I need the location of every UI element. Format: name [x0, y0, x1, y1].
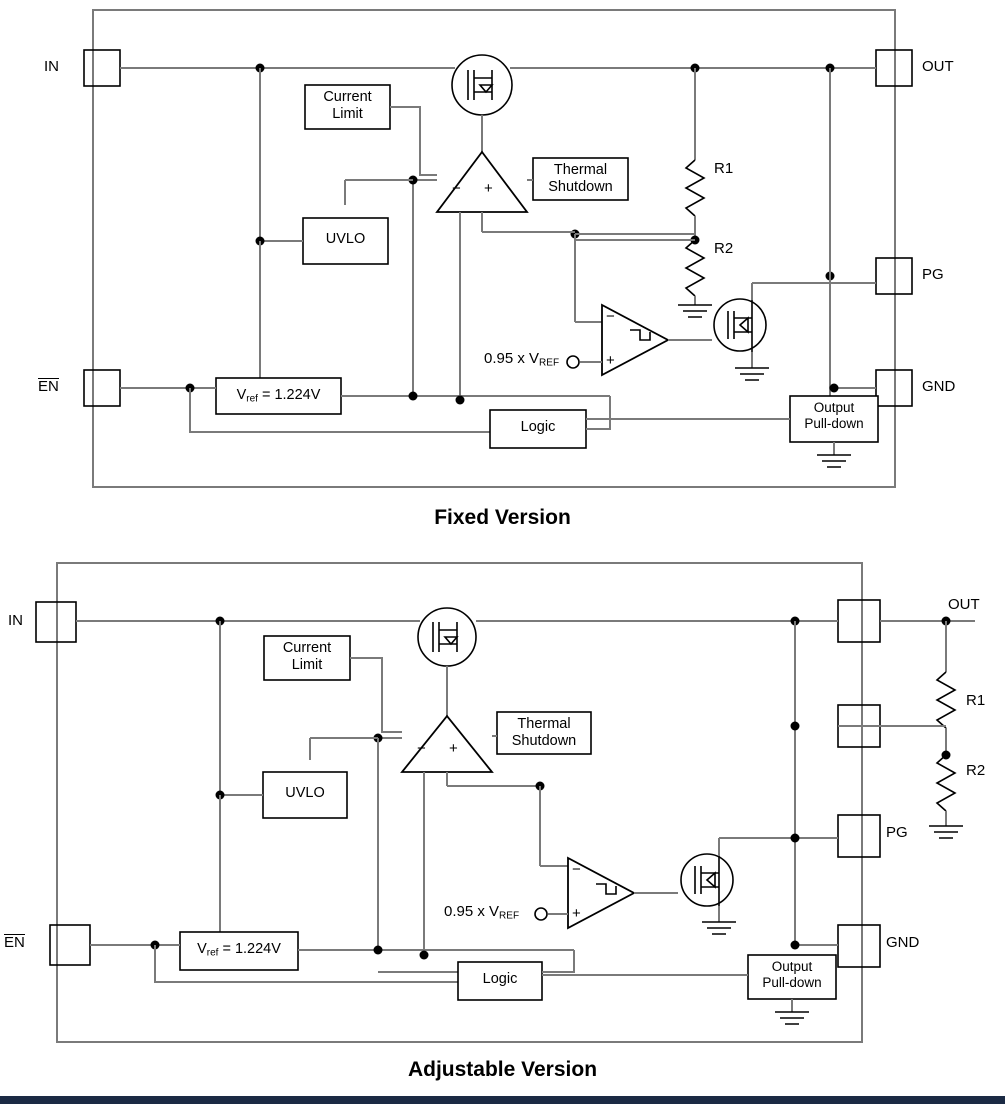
fixed-uvlo-label: UVLO — [325, 231, 366, 247]
fixed-r1-label: R1 — [714, 160, 734, 177]
fixed-logic-wire — [586, 396, 610, 429]
fixed-current-limit-wire — [390, 107, 437, 175]
caption-fixed-version: Fixed Version — [434, 506, 571, 529]
adj-label-gnd: GND — [886, 934, 920, 951]
fixed-pin-en — [84, 370, 120, 406]
adj-comparator-ref-label: 0.95 x $V_{REF}$ — [444, 903, 520, 922]
adj-label-out: OUT — [948, 596, 980, 613]
fixed-label-pg: PG — [922, 266, 944, 283]
fixed-erramp-plus: + — [484, 180, 493, 197]
adj-pin-out — [838, 600, 880, 642]
adj-r2-label: R2 — [966, 762, 986, 779]
fixed-label-in: IN — [44, 58, 59, 75]
adjustable-external-divider — [838, 621, 963, 838]
adj-current-limit-wire — [350, 658, 402, 732]
adj-erramp-plus: + — [449, 740, 458, 757]
fixed-label-en: EN — [38, 378, 59, 395]
adj-label-in: IN — [8, 612, 23, 629]
bottom-bar — [0, 1096, 1005, 1104]
fixed-thermal-label: Thermal Shutdown — [548, 162, 613, 195]
adj-erramp-minus: − — [417, 740, 426, 757]
fixed-power-path — [120, 55, 876, 155]
fixed-comparator-plus: + — [606, 352, 615, 369]
fixed-uvlo-input — [260, 68, 303, 241]
adj-pin-gnd — [838, 925, 880, 967]
fixed-vref-label: $V_{ref} = 1.224V$ — [236, 387, 321, 405]
adj-logic-wire — [542, 950, 574, 972]
adj-label-pg: PG — [886, 824, 908, 841]
caption-adjustable-version: Adjustable Version — [407, 1058, 598, 1081]
fixed-pulldown-label: Output Pull-down — [804, 400, 864, 431]
adj-logic-label: Logic — [482, 971, 518, 987]
adj-thermal-label: Thermal Shutdown — [511, 716, 577, 749]
adj-comparator-plus: + — [572, 905, 581, 922]
adj-uvlo-label: UVLO — [285, 785, 325, 801]
fixed-current-limit-label: Current Limit — [323, 89, 372, 122]
fixed-comparator-minus: − — [606, 308, 615, 325]
fixed-comparator-ref-label: 0.95 x $V_{REF}$ — [484, 350, 560, 369]
adj-uvlo-input — [220, 621, 263, 795]
adj-comparator-minus: − — [572, 861, 581, 878]
fixed-erramp-minus: − — [452, 180, 461, 197]
fixed-logic-label: Logic — [520, 419, 556, 435]
fixed-label-gnd: GND — [922, 378, 956, 395]
adj-label-en: EN — [4, 934, 25, 951]
adjustable-pg-comparator — [535, 621, 838, 950]
adj-pin-pg — [838, 815, 880, 857]
adj-r1-label: R1 — [966, 692, 986, 709]
adj-pulldown-label: Output Pull-down — [762, 959, 822, 990]
fixed-r2-label: R2 — [714, 240, 734, 257]
adj-current-limit-label: Current Limit — [282, 640, 332, 673]
fixed-pin-in — [84, 50, 120, 86]
adj-vref-label: $V_{ref} = 1.224V$ — [197, 941, 281, 959]
fixed-label-out: OUT — [922, 58, 954, 75]
